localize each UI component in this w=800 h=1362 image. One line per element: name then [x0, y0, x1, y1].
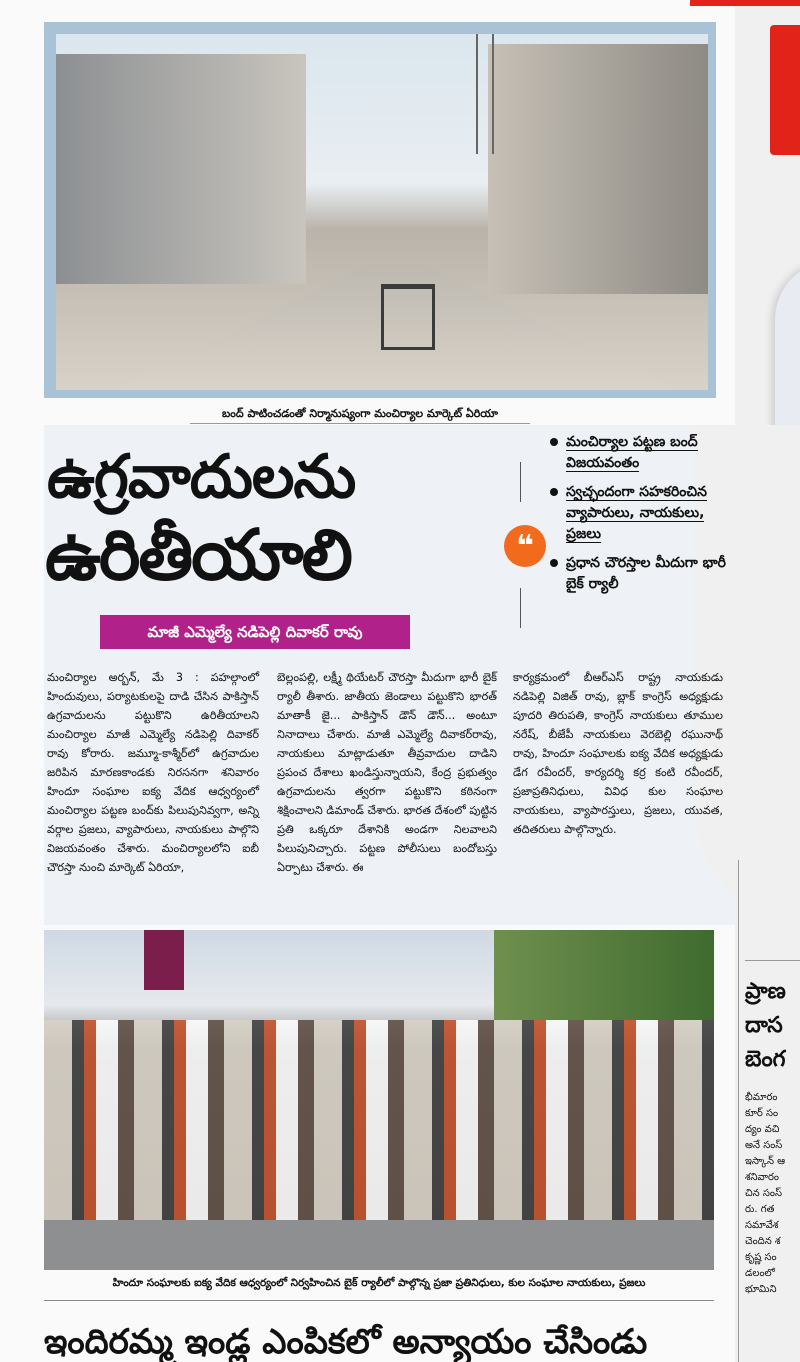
quote-line-top — [520, 462, 521, 502]
side-story-text: భీమారం కూర్ సం ద్యం వచి అనే సంస్ ఇస్కాన్ ఆ శనివారం చిన సంస్ రు. గత సమావేశ చెందిన శ కృష్ణ సం డలంలో భూమిని — [745, 1092, 786, 1295]
highlights-list — [548, 432, 733, 603]
highlight-item: స్వచ్ఛందంగా సహకరించిన వ్యాపారులు, నాయకులు, ప్రజలు — [548, 482, 733, 545]
byline-banner: మాజీ ఎమ్మెల్యే నడిపెల్లి దివాకర్ రావు — [100, 615, 410, 649]
photo-buildings-left — [56, 54, 306, 284]
side-column-divider — [738, 860, 739, 1362]
bike-rally-photo — [44, 930, 714, 1270]
article-column-1: మంచిర్యాల అర్బన్, మే 3 : పహల్గాంలో హిందువులు, పర్యాటకులపై దాడి చేసిన పాకిస్తాన్ ఉగ్రవాదులను పట్టుకొని ఉరితీయాలని మంచిర్యాల మాజీ ఎమ్మెల్యే నడిపెల్లి దివాకర్ రావు కోరారు. జమ్మూ-కాశ్మీర్‌లో ఉగ్రవాదుల జరిపిన మారణకాండకు నిరసనగా శనివారం హిందూ సంఘాల ఐక్య వేదిక ఆధ్వర్యంలో మంచిర్యాల పట్టణ బంద్‌కు పిలుపునివ్వగా, అన్ని వర్గాల ప్రజలు, వ్యాపారులు, నాయకులు పాల్గొని విజయవంతం చేశారు. మంచిర్యాలలోని ఐబీ చౌరస్తా నుంచి మార్కెట్ ఏరియా, — [47, 671, 259, 874]
photo-shop-sign — [144, 930, 184, 990]
photo-buildings-right — [488, 44, 708, 294]
top-photo-caption: బంద్ పాటించడంతో నిర్మానుష్యంగా మంచిర్యాల మార్కెట్ ఏరియా — [190, 405, 530, 424]
photo-trees — [494, 930, 714, 1020]
photo-tower — [476, 34, 494, 154]
top-red-bar — [690, 0, 800, 6]
side-column-rule — [745, 960, 800, 961]
side-story-headline: ప్రాణ దాస బెంగ — [745, 979, 786, 1072]
next-article-headline: ఇందిరమ్మ ఇండ్ల ఎంపికలో అన్యాయం చేసిండు — [44, 1322, 648, 1362]
quote-line-bottom — [520, 588, 521, 628]
highlight-item: మంచిర్యాల పట్టణ బంద్ విజయవంతం — [548, 432, 733, 474]
headline-line-1: ఉగ్రవాదులను — [47, 442, 356, 512]
photo-barricade — [381, 284, 435, 350]
photo-road — [44, 1220, 714, 1270]
adjacent-red-banner — [770, 25, 800, 155]
article-column-2: బెల్లంపల్లి, లక్ష్మీ థియేటర్ చౌరస్తా మీదుగా భారీ బైక్ ర్యాలీ తీశారు. జాతీయ జెండాలు పట్టుకొని భారత్ మాతాకీ జై... పాకిస్తాన్ డౌన్ డౌన్... అంటూ నినాదాలు చేశారు. మాజీ ఎమ్మెల్యే దివాకర్‌రావు, నాయకులు మాట్లాడుతూ తీవ్రవాదుల దాడిని ప్రపంచ దేశాలు ఖండిస్తున్నాయని, కేంద్ర ప్రభుత్వం ఉగ్రవాదులను త్వరగా పట్టుకొని కఠినంగా శిక్షించాలని డిమాండ్ చేశారు. భారత దేశంలో పుట్టిన ప్రతి ఒక్కరూ దేశానికి అండగా నిలవాలని పిలుపునిచ్చారు. పట్టణ పోలీసులు బందోబస్తు ఏర్పాటు చేశారు. ఈ — [277, 671, 497, 874]
bottom-photo-caption: హిందూ సంఘాలకు ఐక్య వేదిక ఆధ్వర్యంలో నిర్వహించిన బైక్ ర్యాలీలో పాల్గొన్న ప్రజా ప్రతినిధులు, కుల సంఘాల నాయకులు, ప్రజలు — [112, 1277, 646, 1289]
quote-icon: ❝ — [504, 525, 546, 567]
headline-line-2: ఉరితీయాలి — [45, 514, 351, 596]
highlight-item: ప్రధాన చౌరస్తాల మీదుగా భారీ బైక్ ర్యాలీ — [548, 553, 733, 595]
article-column-3: కార్యక్రమంలో బీఆర్‌ఎస్ రాష్ట్ర నాయకుడు నడిపెల్లి విజిత్ రావు, బ్లాక్ కాంగ్రెస్ అధ్యక్షుడు పూదరి తిరుపతి, కాంగ్రెస్ నాయకులు తూముల నరేష్, బీజేపీ నాయకులు వెరబెల్లి రఘునాథ్ రావు, హిందూ సంఘాలకు ఐక్య వేదిక అధ్యక్షుడు డేగ రవీందర్, కార్యదర్శి కర్ర కంటి రవీందర్, ప్రజాప్రతినిధులు, వివిధ కుల సంఘాల నాయకులు, వ్యాపారస్తులు, ప్రజలు, యువత, తదితరులు పాల్గొన్నారు. — [513, 671, 723, 836]
market-area-photo — [56, 34, 708, 390]
section-divider — [44, 1300, 714, 1301]
